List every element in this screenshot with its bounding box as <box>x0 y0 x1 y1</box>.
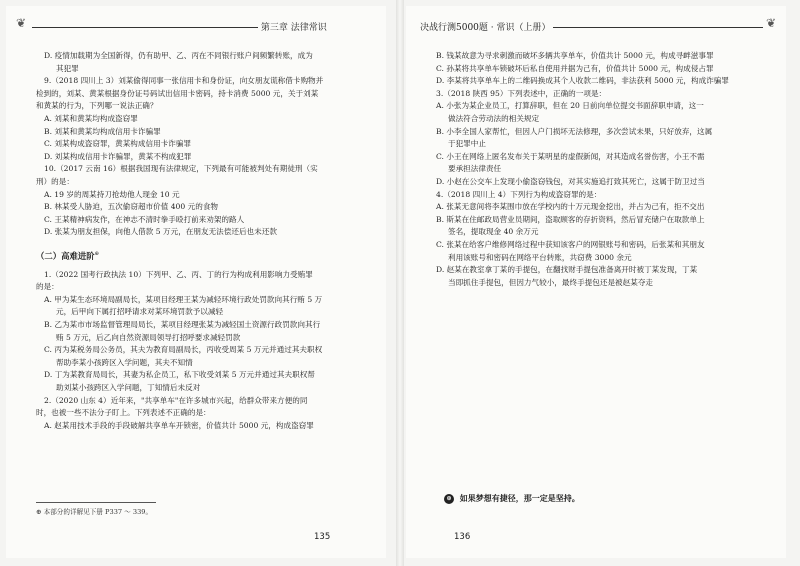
answer-option-line: C. 小王在网络上匿名发布关于某明星的虚假新闻，对其造成名誉伤害，小王不需 <box>436 151 705 161</box>
running-head-left <box>32 20 372 36</box>
question-text-line: 和黄某的行为，下列哪一说法正确？ <box>36 101 158 111</box>
book-gutter <box>396 0 404 566</box>
answer-option-line: 要承担法律责任 <box>448 164 502 174</box>
answer-option-line: 帮助李某小孩跨区入学问题，其夫不知情 <box>56 357 193 367</box>
page-number: 135 <box>314 532 331 542</box>
footnote-rule <box>36 502 156 503</box>
answer-option-line: D. 丁为某教育局局长，其妻为私企员工，私下收受刘某 5 万元并通过其夫职权帮 <box>44 370 315 380</box>
leaf-ornament-icon: ❦ <box>16 16 27 30</box>
answer-option-line: 贿 5 万元，后乙向自然资源局领导打招呼要求减轻罚款 <box>56 332 241 342</box>
section-heading <box>36 247 364 263</box>
right-page-content <box>428 50 758 289</box>
motto-line <box>444 493 580 504</box>
question-text-line: 2.（2020 山东 4）近年来，"共享单车"在许多城市兴起，给群众带来方便的同 <box>44 395 308 405</box>
answer-option-line: 元，后甲向下属打招呼请求对某环境罚款予以减轻 <box>56 307 224 317</box>
answer-option-line: D. 疫情加载期为全国新得，仍有助甲、乙、丙在不同银行账户间频繁转账，成为 <box>44 51 313 60</box>
answer-option-line: 其犯罪 <box>56 63 79 73</box>
header-rule <box>553 27 763 28</box>
motto-text: 如果梦想有捷径，那一定是坚持。 <box>459 494 580 503</box>
answer-option-line: B. 钱某故意为寻求刺激而破坏多辆共享单车，价值共计 5000 元，构成寻衅滋事罪 <box>436 51 714 60</box>
question-text-line: 3.（2018 陕西 95）下列表述中，正确的一项是： <box>436 88 607 98</box>
answer-option-line: A. 甲为某生态环境局副局长，某项目经理王某为减轻环境行政处罚款向其行贿 5 万 <box>44 294 323 304</box>
answer-option-line: B. 刘某和黄某均构成信用卡诈骗罪 <box>44 126 161 136</box>
answer-option-line: C. 张某在给客户维修网络过程中获知该客户的网银账号和密码，后张某和其朋友 <box>436 239 705 249</box>
answer-option-line: C. 刘某构成盗窃罪，黄某构成信用卡诈骗罪 <box>44 139 192 149</box>
answer-option-line: 当即抓住手提包，但因力气较小，最终手提包还是被赵某夺走 <box>448 277 654 287</box>
question-text-line: 时，也被一些不法分子盯上。下列表述不正确的是： <box>36 408 211 418</box>
question-text-line: 9.（2018 四川上 3）刘某偷得同事一张信用卡和身份证，向女朋友谎称借卡购物并 <box>44 76 324 86</box>
answer-option-line: 签名，提取现金 40 余万元 <box>448 227 539 237</box>
answer-option-line: D. 张某为朋友担保，向他人借款 5 万元，在朋友无法偿还后也未还款 <box>44 227 277 237</box>
book-title: 决战行测5000题 · 常识（上册） <box>420 23 551 33</box>
chapter-title: 法律常识 <box>290 23 327 33</box>
answer-option-line: C. 丙为某税务局公务员，其夫为教育局副局长，丙收受周某 5 万元并通过其夫职权 <box>44 345 323 355</box>
section-mark-icon: ⊕ <box>94 250 99 257</box>
question-text-line: 的是： <box>36 282 59 292</box>
answer-option-line: A. 赵某用技术手段的手段破解共享单车开锁密，价值共计 5000 元，构成盗窃罪 <box>44 420 314 430</box>
section-title: （二）高难进阶 <box>36 250 95 261</box>
question-text-line: 1.（2022 国考行政执法 10）下列甲、乙、丙、丁的行为构成利用影响力受贿罪 <box>44 269 313 279</box>
answer-option-line: A. 小张为某企业员工，打算辞职，但在 20 日前向单位提交书面辞职申请，这一 <box>436 101 704 111</box>
answer-option-line: A. 19 岁的周某持刀抢劫他人现金 10 元 <box>44 189 180 199</box>
page-number: 136 <box>454 532 471 542</box>
answer-option-line: A. 刘某和黄某均构成盗窃罪 <box>44 113 138 123</box>
question-text-line: 10.（2017 云南 16）根据我国现有法律规定，下列最有可能被判处有期徒刑（实 <box>44 164 318 174</box>
question-text-line: 4.（2018 四川上 4）下列行为构成盗窃罪的是： <box>436 189 602 199</box>
answer-option-line: B. 林某受人胁迫，五次偷窃超市价值 400 元的食物 <box>44 202 219 212</box>
answer-option-line: 助刘某小孩跨区入学问题，丁知情后未反对 <box>56 383 201 393</box>
answer-option-line: B. 小李全国人家帮忙，但因人户门损坏无法修理，多次尝试未果，只好放弃，这属 <box>436 126 713 136</box>
answer-option-line: D. 李某将共享单车上的二维码换成其个人收款二维码，非法获利 5000 元，构成诈骗罪 <box>436 76 729 86</box>
question-block <box>428 50 758 289</box>
motto-badge-icon: ⊛ <box>444 494 454 504</box>
footnote: ⊕ 本部分的详解见下册 P337 ～ 339。 <box>36 508 153 516</box>
answer-option-line: B. 斯某在住邮政局营业员期间，盗取顾客的存折资料，然后冒充储户在取款单上 <box>436 214 705 224</box>
answer-option-line: D. 小赵在公交车上发现小偷盗窃钱包，对其实施追打致其死亡，这属于防卫过当 <box>436 176 705 186</box>
question-text-line: 刑）的是： <box>36 176 74 186</box>
answer-option-line: 做法符合劳动法的相关规定 <box>448 113 540 123</box>
running-head-right <box>420 20 760 36</box>
question-text-line: 检到的，刘某、黄某根据身份证号码试出信用卡密码，持卡消费 5000 元，关于刘某 <box>36 88 319 98</box>
question-block-advanced <box>36 269 364 433</box>
answer-option-line: 于犯罪中止 <box>448 139 486 149</box>
question-block <box>36 50 364 239</box>
answer-option-line: C. 王某精神病发作，在神志不清时拳手殴打前来劝架的路人 <box>44 214 245 224</box>
answer-option-line: C. 孙某将共享单车锁破坏后私自使用并据为己有，价值共计 5000 元，构成侵占罪 <box>436 63 714 73</box>
answer-option-line: D. 赵某在教室拿丁某的手提包，在翻找财手提包准备离开时被丁某发现，丁某 <box>436 265 698 275</box>
left-page <box>6 6 386 558</box>
answer-option-line: A. 张某无意间将李某围巾放在学校内的十万元现金挖出，并占为己有，拒不交出 <box>436 202 705 212</box>
right-page <box>406 6 786 558</box>
answer-option-line: 利用该账号和密码在网络平台转账，共窃费 3000 余元 <box>448 252 632 262</box>
left-page-content <box>36 50 364 432</box>
header-rule <box>32 27 258 28</box>
chapter-label: 第三章 <box>260 23 288 33</box>
answer-option-line: D. 刘某构成信用卡诈骗罪，黄某不构成犯罪 <box>44 151 192 161</box>
answer-option-line: B. 乙为某市市场监督管理局局长，某项目经理张某为减轻国土资源行政罚款向其行 <box>44 320 321 330</box>
leaf-ornament-icon: ❦ <box>766 16 777 30</box>
